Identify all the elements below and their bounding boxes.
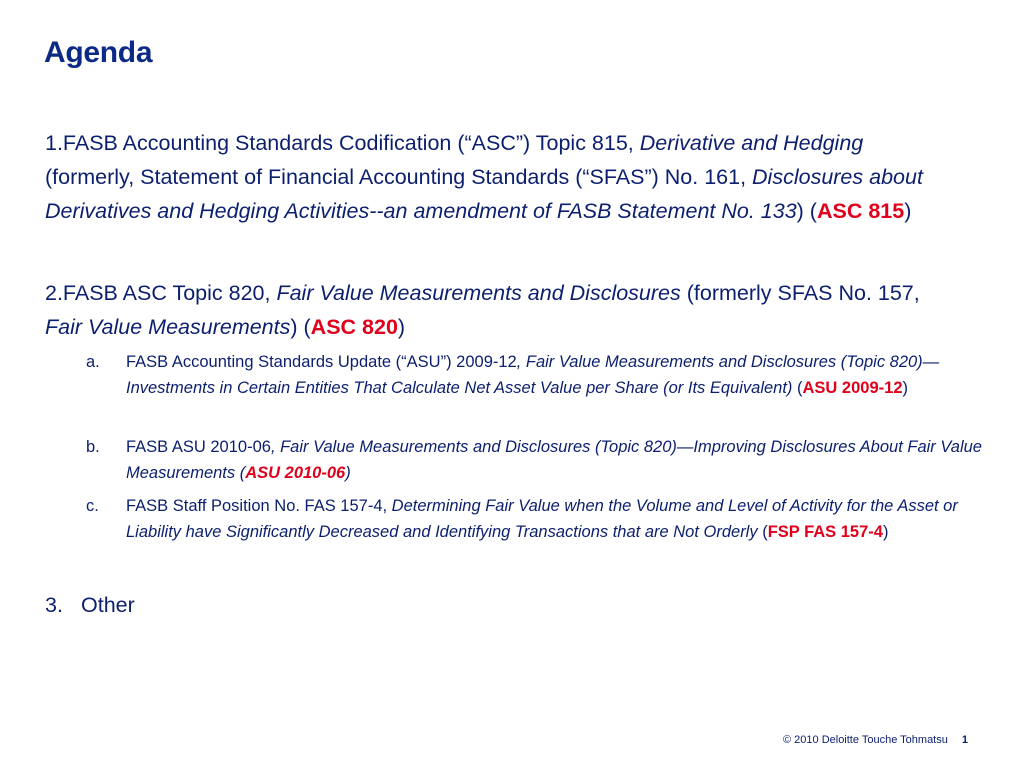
sub-item-a-paren-open: ( xyxy=(792,379,803,397)
agenda-item-3 xyxy=(45,588,135,622)
item-1-paren-open: ) ( xyxy=(796,199,817,223)
item-1-paren-close: ) xyxy=(904,199,912,223)
page-number: 1 xyxy=(961,734,968,746)
item-2-italic-title: Fair Value Measurements and Disclosures xyxy=(276,281,681,305)
sub-item-c-paren-close: ) xyxy=(882,523,889,541)
sub-item-b-text xyxy=(126,434,986,486)
sub-item-a-tag: ASU 2009-12 xyxy=(802,379,903,397)
item-1-tag: ASC 815 xyxy=(816,199,905,223)
item-2-paren-close: ) xyxy=(397,315,406,339)
sub-item-b-paren-close: ) xyxy=(345,464,351,482)
sub-item-a xyxy=(86,349,986,401)
sub-item-b-italic: , Fair Value Measurements and Disclosures (Topic 820)—Improving Disclosures About Fair Value Measurements ( xyxy=(126,438,982,482)
sub-item-c-letter: c. xyxy=(86,497,99,515)
sub-item-c-text xyxy=(126,493,986,545)
sub-item-c-tag: FSP FAS 157-4 xyxy=(767,523,883,541)
page-title: Agenda xyxy=(44,36,153,69)
sub-item-a-paren-close: ) xyxy=(902,379,908,397)
sub-item-c-ref: FASB Staff Position No. FAS 157-4, xyxy=(126,497,392,515)
item-1-italic-subtitle: Disclosures about Derivatives and Hedging Activities--an amendment of FASB Statement No. 133 xyxy=(45,165,923,223)
item-2-text: 2.FASB ASC Topic 820, xyxy=(45,281,277,305)
item-3-label: Other xyxy=(81,593,135,617)
item-1-text-cont: (formerly, Statement of Financial Accounting Standards (“SFAS”) No. 161, xyxy=(45,165,753,189)
agenda-item-2 xyxy=(45,276,925,344)
footer-copyright: © 2010 Deloitte Touche Tohmatsu xyxy=(783,734,948,746)
sub-item-c-paren-open: ( xyxy=(757,523,768,541)
sub-item-c xyxy=(86,493,986,545)
sub-item-c-italic: Determining Fair Value when the Volume and Level of Activity for the Asset or Liability have Significantly Decreased and Identifying Transactions that are Not Orderly xyxy=(126,497,958,541)
sub-item-a-text xyxy=(126,349,986,401)
item-2-italic-subtitle: Fair Value Measurements xyxy=(45,315,291,339)
sub-item-b xyxy=(86,434,986,486)
sub-item-b-letter: b. xyxy=(86,438,100,456)
agenda-item-1 xyxy=(45,126,935,228)
item-2-paren-open: ) ( xyxy=(290,315,311,339)
sub-item-a-letter: a. xyxy=(86,353,100,371)
sub-item-b-ref: FASB ASU 2010-06 xyxy=(126,438,271,456)
item-2-text-cont: (formerly SFAS No. 157, xyxy=(680,281,920,305)
sub-item-b-tag: ASU 2010-06 xyxy=(245,464,346,482)
sub-item-a-italic: , Fair Value Measurements and Disclosures (Topic 820)—Investments in Certain Entities That Calculate Net Asset Value per Share (or Its Equivalent) xyxy=(126,353,940,397)
item-1-italic-title: Derivative and Hedging xyxy=(639,131,864,155)
item-3-number: 3. xyxy=(45,593,63,617)
item-2-tag: ASC 820 xyxy=(310,315,398,339)
item-1-text: 1.FASB Accounting Standards Codification (“ASC”) Topic 815, xyxy=(45,131,640,155)
footer xyxy=(0,734,968,746)
sub-item-a-ref: FASB Accounting Standards Update (“ASU”) 2009-12 xyxy=(126,353,517,371)
